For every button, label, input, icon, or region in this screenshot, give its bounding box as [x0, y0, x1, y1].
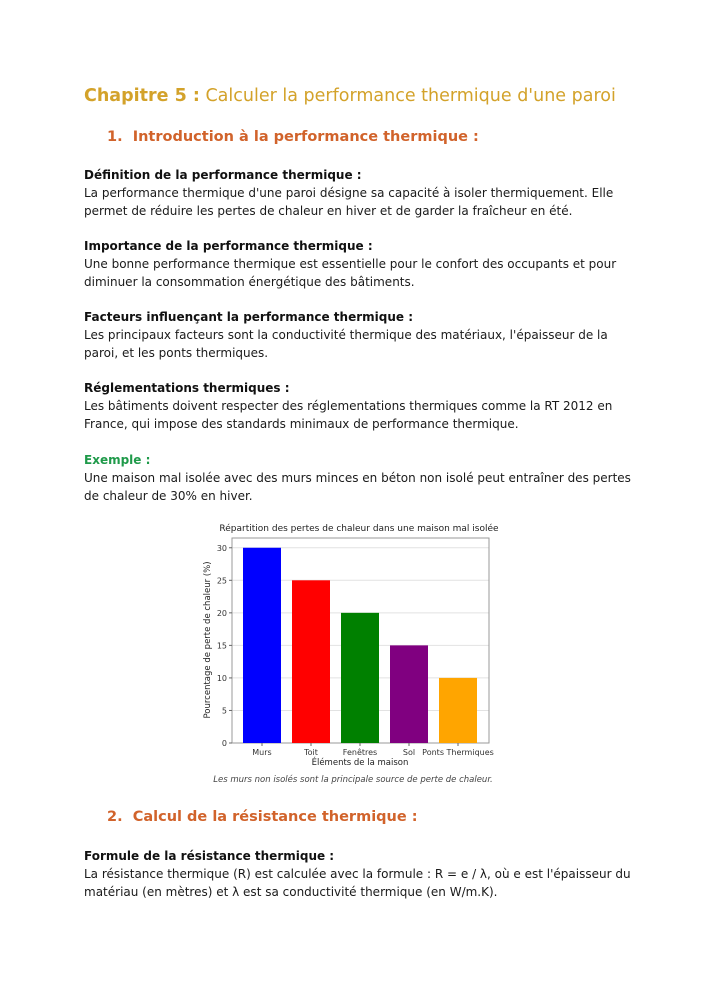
- chart-bar-fenêtres: [341, 613, 379, 743]
- definition-label: Définition de la performance thermique :: [84, 168, 362, 182]
- chart-bar-murs: [243, 548, 281, 743]
- factors-text: Les principaux facteurs sont la conductivité thermique des matériaux, l'épaisseur de la paroi, et les ponts thermiques.: [84, 328, 608, 360]
- chart-x-tick-label: Murs: [252, 748, 272, 757]
- importance-block: [84, 237, 632, 291]
- regulations-text: Les bâtiments doivent respecter des réglementations thermiques comme la RT 2012 en France, qui impose des standards minimaux de performance thermique.: [84, 399, 613, 431]
- regulations-block: [84, 379, 632, 433]
- chart-x-tick-label: Sol: [402, 748, 416, 757]
- chart-bar-ponts-thermiques: [439, 678, 477, 743]
- chart-y-axis-label: Pourcentage de perte de chaleur (%): [203, 561, 213, 719]
- regulations-label: Réglementations thermiques :: [84, 381, 290, 395]
- example-label: Exemple :: [84, 453, 151, 467]
- example-block: [84, 451, 632, 505]
- section-2-title: Calcul de la résistance thermique :: [132, 809, 418, 825]
- factors-block: [84, 308, 632, 362]
- section-1-number: 1.: [107, 129, 123, 145]
- section-2-number: 2.: [107, 809, 123, 825]
- factors-label: Facteurs influençant la performance thermique :: [84, 310, 413, 324]
- importance-label: Importance de la performance thermique :: [84, 239, 373, 253]
- chart-bar-toit: [292, 580, 330, 743]
- definition-block: [84, 166, 632, 220]
- chapter-title-text: Calculer la performance thermique d'une paroi: [205, 86, 616, 106]
- formula-text: La résistance thermique (R) est calculée avec la formule : R = e / λ, où e est l'épaisseur du matériau (en mètres) et λ est sa conductivité thermique (en W/m.K).: [84, 867, 631, 899]
- chart-y-tick-label: 25: [216, 576, 227, 586]
- heat-loss-chart: [196, 516, 510, 771]
- formula-label: Formule de la résistance thermique :: [84, 849, 335, 863]
- chapter-title: [84, 86, 616, 106]
- chart-y-tick-label: 10: [216, 673, 227, 683]
- definition-text: La performance thermique d'une paroi désigne sa capacité à isoler thermiquement. Elle permet de réduire les pertes de chaleur en hiver et de garder la fraîcheur en été.: [84, 186, 614, 218]
- chart-y-tick-label: 15: [216, 641, 227, 651]
- chart-y-tick-label: 5: [221, 706, 227, 716]
- chapter-prefix: Chapitre 5 :: [84, 86, 200, 106]
- chart-x-axis-label: Éléments de la maison: [311, 758, 409, 768]
- chart-y-tick-label: 0: [221, 739, 227, 748]
- chart-y-tick-label: 20: [216, 608, 227, 618]
- chart-x-tick-label: Toit: [304, 748, 318, 757]
- importance-text: Une bonne performance thermique est essentielle pour le confort des occupants et pour diminuer la consommation énergétique des bâtiments.: [84, 257, 617, 289]
- chart-x-tick-label: Ponts Thermiques: [422, 748, 494, 757]
- chart-y-tick-label: 30: [216, 543, 227, 553]
- section-1-title: Introduction à la performance thermique :: [132, 129, 479, 145]
- example-text: Une maison mal isolée avec des murs minces en béton non isolé peut entraîner des pertes de chaleur de 30% en hiver.: [84, 471, 631, 503]
- formula-block: [84, 847, 632, 901]
- chart-title: Répartition des pertes de chaleur dans une maison mal isolée: [219, 524, 499, 534]
- section-1-heading: [107, 129, 479, 145]
- chart-x-tick-label: Fenêtres: [342, 748, 378, 757]
- chart-bar-sol: [390, 645, 428, 743]
- chart-caption: Les murs non isolés sont la principale source de perte de chaleur.: [213, 775, 493, 785]
- section-2-heading: [107, 809, 418, 825]
